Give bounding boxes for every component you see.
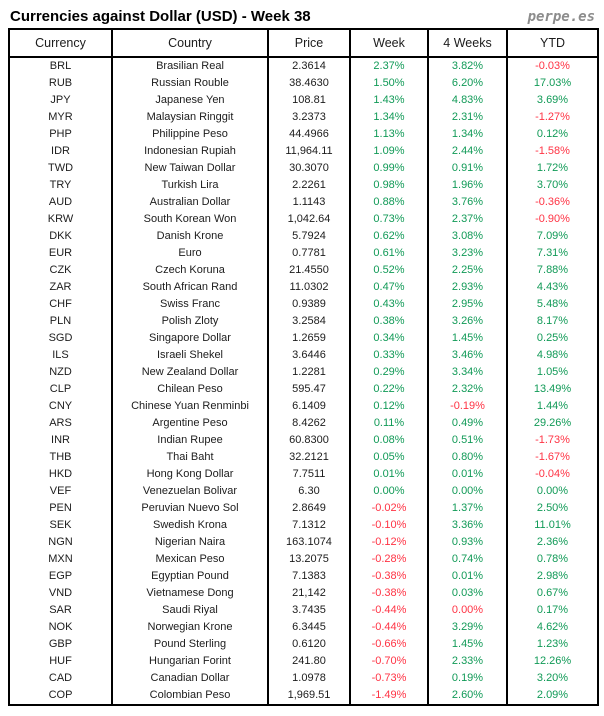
week-change-cell: 0.29%	[350, 364, 428, 381]
week-change-cell: 0.47%	[350, 279, 428, 296]
ytd-change-cell: 7.88%	[507, 262, 598, 279]
ytd-change-cell: 2.36%	[507, 534, 598, 551]
country-cell: Chilean Peso	[112, 381, 268, 398]
country-cell: Japanese Yen	[112, 92, 268, 109]
table-row	[9, 500, 598, 517]
table-row	[9, 57, 598, 75]
week-change-cell: -0.02%	[350, 500, 428, 517]
currency-code-cell: TRY	[9, 177, 112, 194]
four-weeks-change-cell: 3.34%	[428, 364, 507, 381]
price-cell: 11.0302	[268, 279, 350, 296]
four-weeks-change-cell: 0.49%	[428, 415, 507, 432]
country-cell: Russian Rouble	[112, 75, 268, 92]
country-cell: Turkish Lira	[112, 177, 268, 194]
table-row	[9, 92, 598, 109]
table-row	[9, 602, 598, 619]
table-row	[9, 245, 598, 262]
table-row	[9, 449, 598, 466]
currency-code-cell: CLP	[9, 381, 112, 398]
ytd-change-cell: 4.62%	[507, 619, 598, 636]
table-row	[9, 330, 598, 347]
table-row	[9, 653, 598, 670]
currency-code-cell: SEK	[9, 517, 112, 534]
table-row	[9, 398, 598, 415]
four-weeks-change-cell: 2.31%	[428, 109, 507, 126]
table-row	[9, 109, 598, 126]
price-cell: 163.1074	[268, 534, 350, 551]
ytd-change-cell: -1.73%	[507, 432, 598, 449]
four-weeks-change-cell: 3.26%	[428, 313, 507, 330]
country-cell: Philippine Peso	[112, 126, 268, 143]
ytd-change-cell: 12.26%	[507, 653, 598, 670]
ytd-change-cell: 8.17%	[507, 313, 598, 330]
price-cell: 7.1312	[268, 517, 350, 534]
four-weeks-change-cell: 1.34%	[428, 126, 507, 143]
country-cell: New Zealand Dollar	[112, 364, 268, 381]
week-change-cell: -0.28%	[350, 551, 428, 568]
ytd-change-cell: -1.27%	[507, 109, 598, 126]
table-row	[9, 381, 598, 398]
currency-code-cell: NZD	[9, 364, 112, 381]
week-change-cell: 1.34%	[350, 109, 428, 126]
ytd-change-cell: 0.78%	[507, 551, 598, 568]
ytd-change-cell: 2.50%	[507, 500, 598, 517]
price-cell: 7.7511	[268, 466, 350, 483]
four-weeks-change-cell: 3.08%	[428, 228, 507, 245]
country-cell: Norwegian Krone	[112, 619, 268, 636]
country-cell: Hong Kong Dollar	[112, 466, 268, 483]
currency-code-cell: PEN	[9, 500, 112, 517]
week-change-cell: 0.99%	[350, 160, 428, 177]
currency-code-cell: RUB	[9, 75, 112, 92]
price-cell: 30.3070	[268, 160, 350, 177]
week-change-cell: 0.00%	[350, 483, 428, 500]
table-row	[9, 75, 598, 92]
four-weeks-change-cell: 2.93%	[428, 279, 507, 296]
week-change-cell: 0.73%	[350, 211, 428, 228]
currency-code-cell: GBP	[9, 636, 112, 653]
four-weeks-change-cell: 6.20%	[428, 75, 507, 92]
week-change-cell: 0.52%	[350, 262, 428, 279]
currency-code-cell: IDR	[9, 143, 112, 160]
price-cell: 1,042.64	[268, 211, 350, 228]
four-weeks-change-cell: 3.29%	[428, 619, 507, 636]
price-cell: 11,964.11	[268, 143, 350, 160]
table-row	[9, 670, 598, 687]
price-cell: 3.2373	[268, 109, 350, 126]
price-cell: 7.1383	[268, 568, 350, 585]
table-row	[9, 143, 598, 160]
currency-code-cell: HKD	[9, 466, 112, 483]
country-cell: Saudi Riyal	[112, 602, 268, 619]
table-row	[9, 296, 598, 313]
table-header-row	[9, 29, 598, 57]
ytd-change-cell: 1.72%	[507, 160, 598, 177]
country-cell: Thai Baht	[112, 449, 268, 466]
four-weeks-change-cell: 1.96%	[428, 177, 507, 194]
four-weeks-change-cell: 0.03%	[428, 585, 507, 602]
four-weeks-change-cell: 2.32%	[428, 381, 507, 398]
country-cell: Euro	[112, 245, 268, 262]
price-cell: 0.7781	[268, 245, 350, 262]
price-cell: 6.1409	[268, 398, 350, 415]
currency-code-cell: EGP	[9, 568, 112, 585]
col-header-ytd: YTD	[507, 29, 598, 57]
four-weeks-change-cell: 4.83%	[428, 92, 507, 109]
price-cell: 0.9389	[268, 296, 350, 313]
price-cell: 13.2075	[268, 551, 350, 568]
currency-code-cell: BRL	[9, 57, 112, 75]
currency-code-cell: ILS	[9, 347, 112, 364]
four-weeks-change-cell: 2.37%	[428, 211, 507, 228]
week-change-cell: 0.38%	[350, 313, 428, 330]
week-change-cell: -0.10%	[350, 517, 428, 534]
currency-code-cell: PHP	[9, 126, 112, 143]
four-weeks-change-cell: 3.46%	[428, 347, 507, 364]
country-cell: Danish Krone	[112, 228, 268, 245]
currency-code-cell: CZK	[9, 262, 112, 279]
currency-code-cell: THB	[9, 449, 112, 466]
table-row	[9, 194, 598, 211]
currency-table	[8, 28, 599, 706]
col-header-country: Country	[112, 29, 268, 57]
ytd-change-cell: -0.36%	[507, 194, 598, 211]
table-row	[9, 211, 598, 228]
header-bar	[0, 0, 604, 28]
country-cell: Mexican Peso	[112, 551, 268, 568]
currency-code-cell: ZAR	[9, 279, 112, 296]
country-cell: Pound Sterling	[112, 636, 268, 653]
country-cell: South African Rand	[112, 279, 268, 296]
currency-code-cell: CNY	[9, 398, 112, 415]
week-change-cell: 0.05%	[350, 449, 428, 466]
price-cell: 21,142	[268, 585, 350, 602]
price-cell: 108.81	[268, 92, 350, 109]
week-change-cell: 1.43%	[350, 92, 428, 109]
price-cell: 21.4550	[268, 262, 350, 279]
week-change-cell: -0.44%	[350, 619, 428, 636]
country-cell: Polish Zloty	[112, 313, 268, 330]
table-row	[9, 313, 598, 330]
table-row	[9, 364, 598, 381]
country-cell: Canadian Dollar	[112, 670, 268, 687]
week-change-cell: 1.50%	[350, 75, 428, 92]
four-weeks-change-cell: 2.25%	[428, 262, 507, 279]
currency-code-cell: SGD	[9, 330, 112, 347]
ytd-change-cell: 0.00%	[507, 483, 598, 500]
currency-code-cell: CHF	[9, 296, 112, 313]
country-cell: Malaysian Ringgit	[112, 109, 268, 126]
ytd-change-cell: 13.49%	[507, 381, 598, 398]
week-change-cell: 0.43%	[350, 296, 428, 313]
ytd-change-cell: -1.58%	[507, 143, 598, 160]
four-weeks-change-cell: 2.44%	[428, 143, 507, 160]
table-row	[9, 568, 598, 585]
table-row	[9, 432, 598, 449]
currency-code-cell: MYR	[9, 109, 112, 126]
price-cell: 3.6446	[268, 347, 350, 364]
week-change-cell: 0.01%	[350, 466, 428, 483]
ytd-change-cell: 11.01%	[507, 517, 598, 534]
week-change-cell: 2.37%	[350, 57, 428, 75]
price-cell: 8.4262	[268, 415, 350, 432]
country-cell: Colombian Peso	[112, 687, 268, 705]
currency-code-cell: ARS	[9, 415, 112, 432]
week-change-cell: 0.98%	[350, 177, 428, 194]
price-cell: 60.8300	[268, 432, 350, 449]
table-row	[9, 160, 598, 177]
price-cell: 1.2281	[268, 364, 350, 381]
ytd-change-cell: 3.20%	[507, 670, 598, 687]
ytd-change-cell: 1.23%	[507, 636, 598, 653]
ytd-change-cell: 2.98%	[507, 568, 598, 585]
table-row	[9, 347, 598, 364]
col-header-four-weeks: 4 Weeks	[428, 29, 507, 57]
price-cell: 0.6120	[268, 636, 350, 653]
currency-code-cell: EUR	[9, 245, 112, 262]
four-weeks-change-cell: 1.37%	[428, 500, 507, 517]
table-row	[9, 517, 598, 534]
currency-code-cell: COP	[9, 687, 112, 705]
week-change-cell: -0.66%	[350, 636, 428, 653]
currency-code-cell: CAD	[9, 670, 112, 687]
four-weeks-change-cell: 0.91%	[428, 160, 507, 177]
week-change-cell: 0.61%	[350, 245, 428, 262]
table-row	[9, 585, 598, 602]
country-cell: Venezuelan Bolivar	[112, 483, 268, 500]
price-cell: 1.2659	[268, 330, 350, 347]
table-row	[9, 126, 598, 143]
country-cell: Peruvian Nuevo Sol	[112, 500, 268, 517]
table-row	[9, 177, 598, 194]
four-weeks-change-cell: 1.45%	[428, 330, 507, 347]
currency-code-cell: TWD	[9, 160, 112, 177]
week-change-cell: -0.38%	[350, 568, 428, 585]
ytd-change-cell: -1.67%	[507, 449, 598, 466]
week-change-cell: 0.88%	[350, 194, 428, 211]
table-row	[9, 483, 598, 500]
week-change-cell: 1.13%	[350, 126, 428, 143]
table-row	[9, 466, 598, 483]
ytd-change-cell: 2.09%	[507, 687, 598, 705]
four-weeks-change-cell: 0.74%	[428, 551, 507, 568]
week-change-cell: -0.70%	[350, 653, 428, 670]
week-change-cell: 0.12%	[350, 398, 428, 415]
four-weeks-change-cell: 2.33%	[428, 653, 507, 670]
currency-code-cell: SAR	[9, 602, 112, 619]
four-weeks-change-cell: 0.01%	[428, 568, 507, 585]
country-cell: Czech Koruna	[112, 262, 268, 279]
currency-code-cell: AUD	[9, 194, 112, 211]
week-change-cell: 1.09%	[350, 143, 428, 160]
country-cell: Vietnamese Dong	[112, 585, 268, 602]
four-weeks-change-cell: 0.00%	[428, 602, 507, 619]
country-cell: Argentine Peso	[112, 415, 268, 432]
currency-code-cell: VEF	[9, 483, 112, 500]
country-cell: Swiss Franc	[112, 296, 268, 313]
price-cell: 32.2121	[268, 449, 350, 466]
ytd-change-cell: 0.17%	[507, 602, 598, 619]
four-weeks-change-cell: 3.23%	[428, 245, 507, 262]
week-change-cell: 0.08%	[350, 432, 428, 449]
col-header-currency: Currency	[9, 29, 112, 57]
week-change-cell: -1.49%	[350, 687, 428, 705]
price-cell: 38.4630	[268, 75, 350, 92]
col-header-week: Week	[350, 29, 428, 57]
four-weeks-change-cell: 0.80%	[428, 449, 507, 466]
price-cell: 1.0978	[268, 670, 350, 687]
week-change-cell: 0.22%	[350, 381, 428, 398]
week-change-cell: 0.34%	[350, 330, 428, 347]
country-cell: Brasilian Real	[112, 57, 268, 75]
table-row	[9, 415, 598, 432]
price-cell: 6.30	[268, 483, 350, 500]
country-cell: Indian Rupee	[112, 432, 268, 449]
page-title: Currencies against Dollar (USD) - Week 38	[10, 8, 311, 25]
four-weeks-change-cell: 0.00%	[428, 483, 507, 500]
ytd-change-cell: 0.25%	[507, 330, 598, 347]
table-row	[9, 687, 598, 705]
country-cell: New Taiwan Dollar	[112, 160, 268, 177]
price-cell: 2.2261	[268, 177, 350, 194]
price-cell: 44.4966	[268, 126, 350, 143]
ytd-change-cell: -0.03%	[507, 57, 598, 75]
table-row	[9, 279, 598, 296]
price-cell: 5.7924	[268, 228, 350, 245]
ytd-change-cell: -0.90%	[507, 211, 598, 228]
four-weeks-change-cell: 3.82%	[428, 57, 507, 75]
currency-code-cell: NGN	[9, 534, 112, 551]
four-weeks-change-cell: 3.36%	[428, 517, 507, 534]
ytd-change-cell: 4.43%	[507, 279, 598, 296]
ytd-change-cell: 5.48%	[507, 296, 598, 313]
table-row	[9, 228, 598, 245]
week-change-cell: -0.73%	[350, 670, 428, 687]
ytd-change-cell: -0.04%	[507, 466, 598, 483]
brand-logo: perpe.es	[527, 9, 595, 25]
table-row	[9, 534, 598, 551]
price-cell: 3.7435	[268, 602, 350, 619]
country-cell: Hungarian Forint	[112, 653, 268, 670]
price-cell: 3.2584	[268, 313, 350, 330]
four-weeks-change-cell: -0.19%	[428, 398, 507, 415]
price-cell: 1.1143	[268, 194, 350, 211]
price-cell: 241.80	[268, 653, 350, 670]
currency-code-cell: VND	[9, 585, 112, 602]
currency-code-cell: MXN	[9, 551, 112, 568]
four-weeks-change-cell: 2.95%	[428, 296, 507, 313]
ytd-change-cell: 3.69%	[507, 92, 598, 109]
currency-code-cell: NOK	[9, 619, 112, 636]
week-change-cell: -0.38%	[350, 585, 428, 602]
table-row	[9, 551, 598, 568]
country-cell: Singapore Dollar	[112, 330, 268, 347]
week-change-cell: 0.62%	[350, 228, 428, 245]
country-cell: Chinese Yuan Renminbi	[112, 398, 268, 415]
country-cell: Nigerian Naira	[112, 534, 268, 551]
ytd-change-cell: 4.98%	[507, 347, 598, 364]
country-cell: Australian Dollar	[112, 194, 268, 211]
four-weeks-change-cell: 0.19%	[428, 670, 507, 687]
price-cell: 2.8649	[268, 500, 350, 517]
four-weeks-change-cell: 3.76%	[428, 194, 507, 211]
ytd-change-cell: 7.31%	[507, 245, 598, 262]
currency-code-cell: INR	[9, 432, 112, 449]
four-weeks-change-cell: 0.01%	[428, 466, 507, 483]
ytd-change-cell: 1.44%	[507, 398, 598, 415]
ytd-change-cell: 1.05%	[507, 364, 598, 381]
currency-code-cell: DKK	[9, 228, 112, 245]
currency-code-cell: JPY	[9, 92, 112, 109]
price-cell: 1,969.51	[268, 687, 350, 705]
ytd-change-cell: 17.03%	[507, 75, 598, 92]
ytd-change-cell: 29.26%	[507, 415, 598, 432]
country-cell: Egyptian Pound	[112, 568, 268, 585]
price-cell: 2.3614	[268, 57, 350, 75]
table-row	[9, 262, 598, 279]
four-weeks-change-cell: 0.51%	[428, 432, 507, 449]
ytd-change-cell: 0.12%	[507, 126, 598, 143]
price-cell: 595.47	[268, 381, 350, 398]
country-cell: Swedish Krona	[112, 517, 268, 534]
ytd-change-cell: 3.70%	[507, 177, 598, 194]
four-weeks-change-cell: 1.45%	[428, 636, 507, 653]
four-weeks-change-cell: 2.60%	[428, 687, 507, 705]
price-cell: 6.3445	[268, 619, 350, 636]
currency-code-cell: HUF	[9, 653, 112, 670]
country-cell: South Korean Won	[112, 211, 268, 228]
table-row	[9, 636, 598, 653]
currency-code-cell: PLN	[9, 313, 112, 330]
currency-code-cell: KRW	[9, 211, 112, 228]
col-header-price: Price	[268, 29, 350, 57]
country-cell: Israeli Shekel	[112, 347, 268, 364]
country-cell: Indonesian Rupiah	[112, 143, 268, 160]
ytd-change-cell: 7.09%	[507, 228, 598, 245]
table-row	[9, 619, 598, 636]
week-change-cell: -0.12%	[350, 534, 428, 551]
ytd-change-cell: 0.67%	[507, 585, 598, 602]
week-change-cell: -0.44%	[350, 602, 428, 619]
week-change-cell: 0.33%	[350, 347, 428, 364]
week-change-cell: 0.11%	[350, 415, 428, 432]
four-weeks-change-cell: 0.93%	[428, 534, 507, 551]
